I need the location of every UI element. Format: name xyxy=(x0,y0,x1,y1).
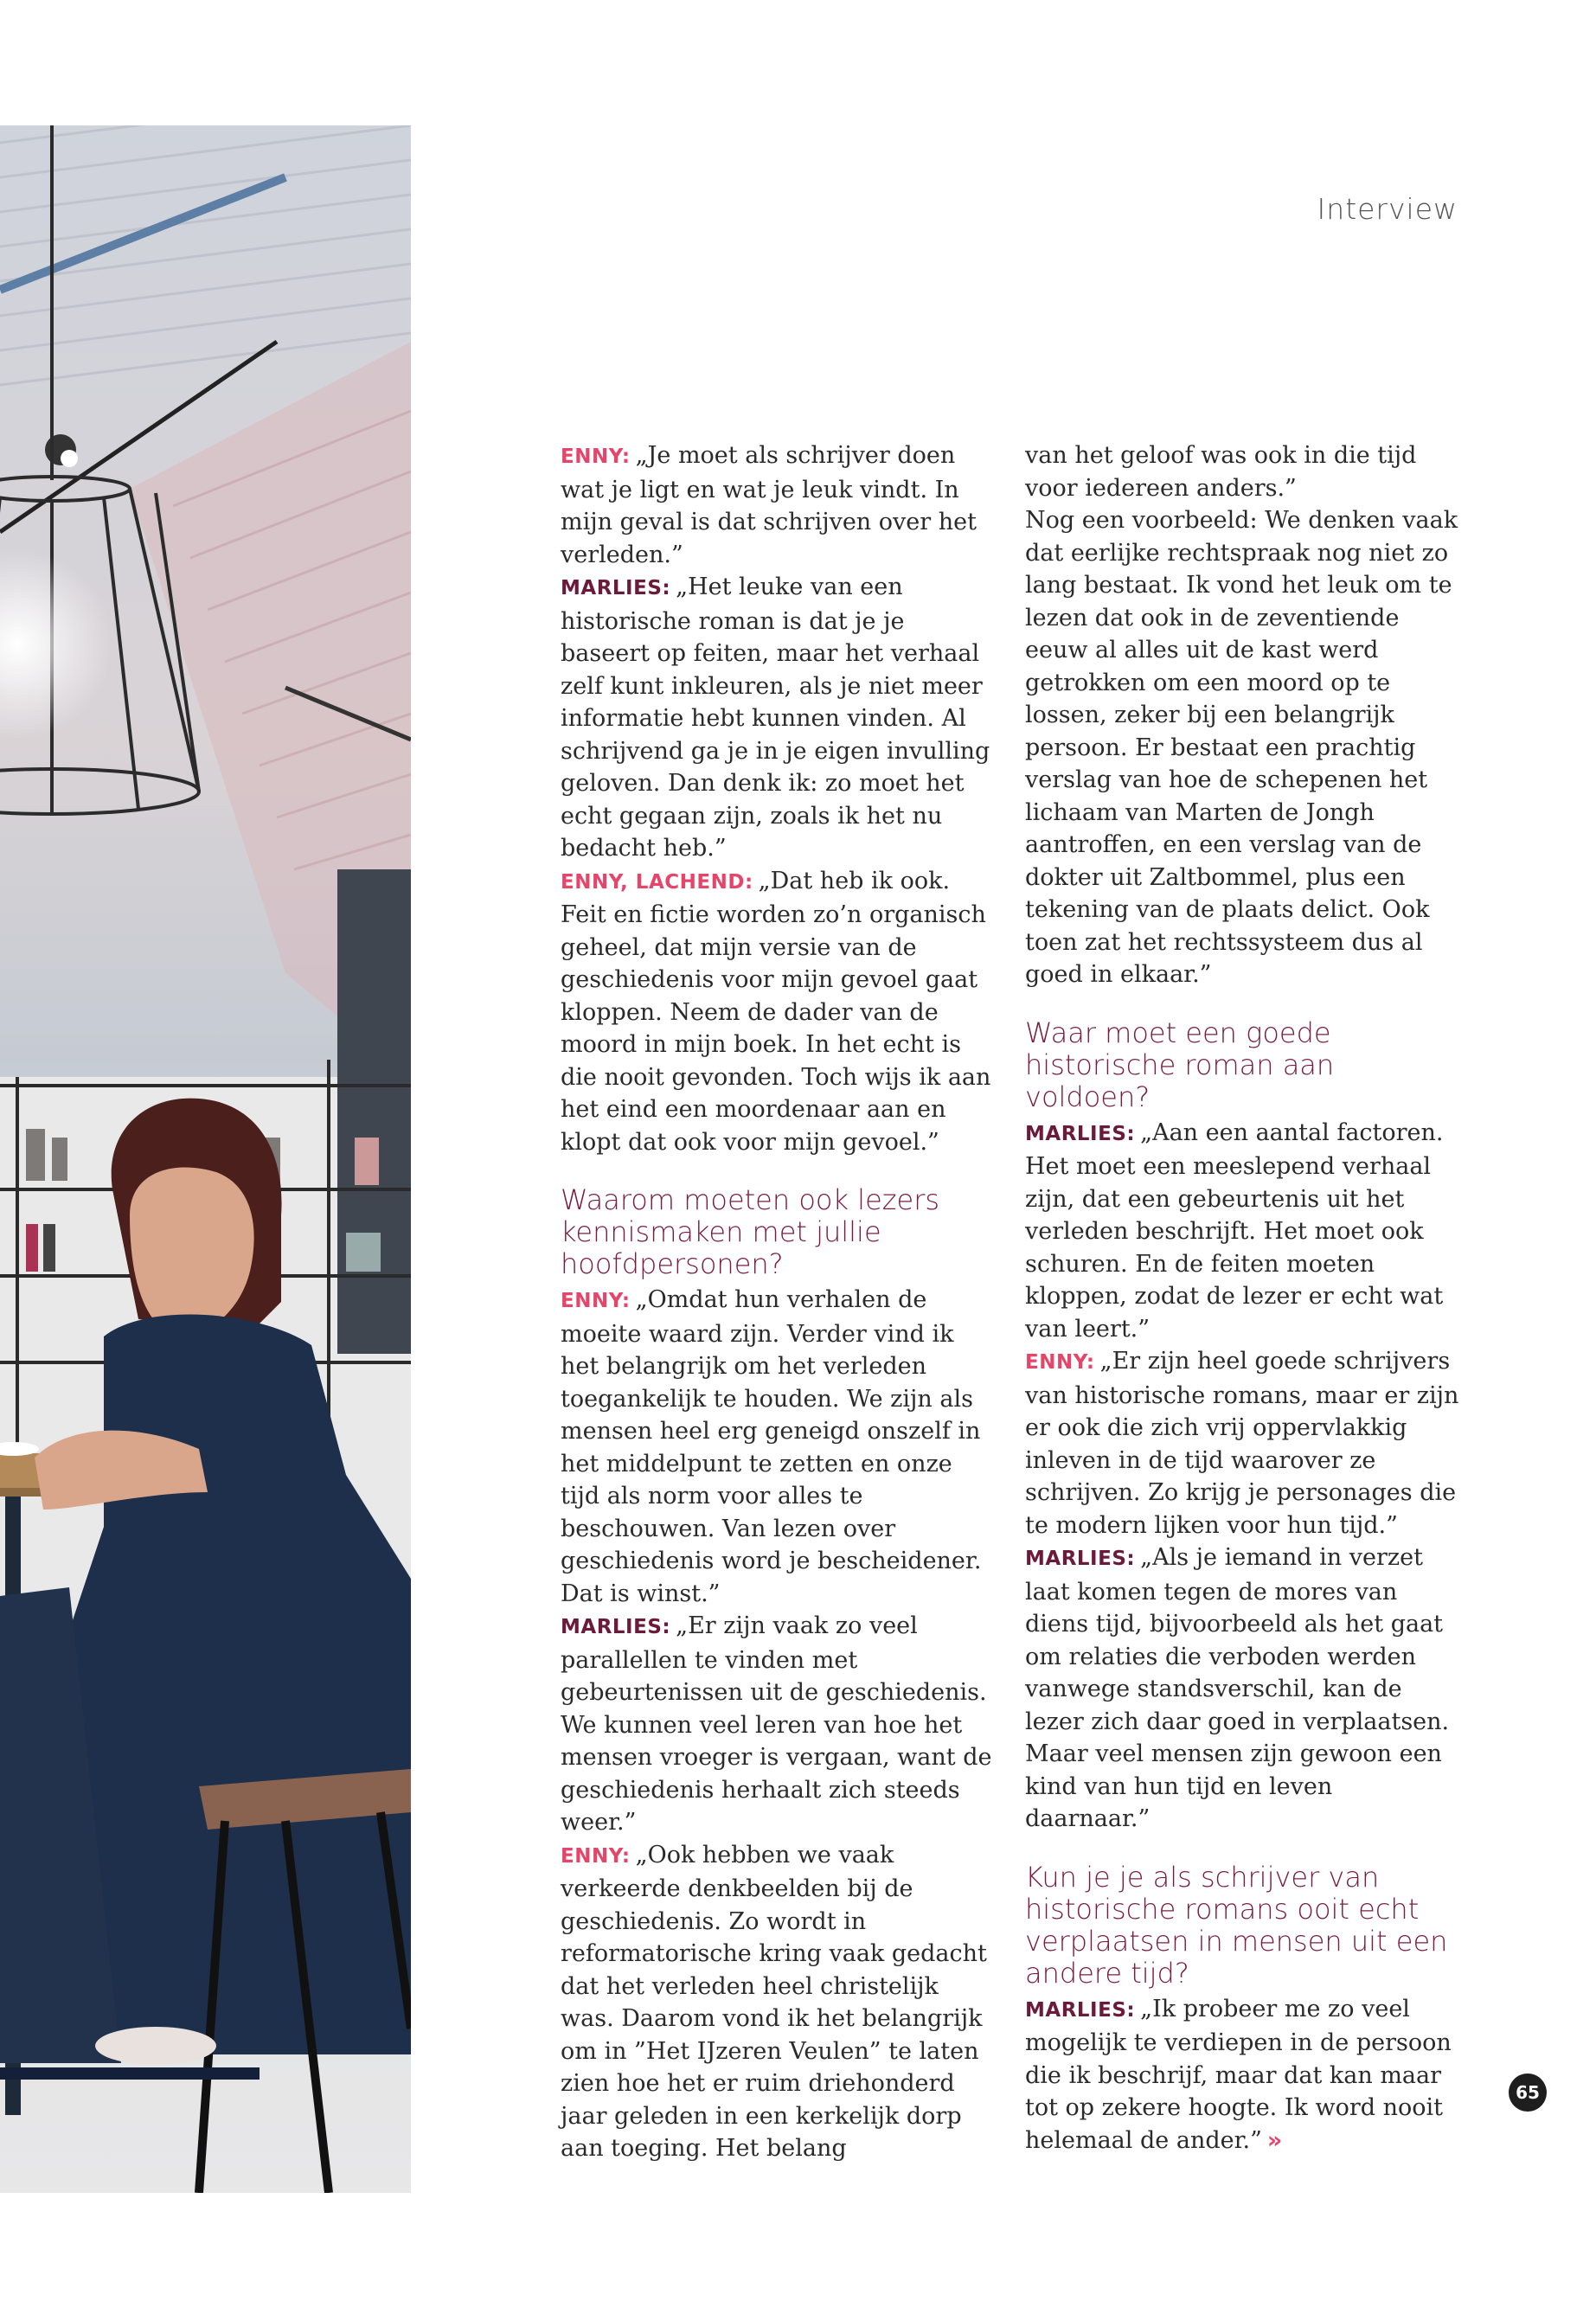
paragraph xyxy=(561,1839,997,2165)
paragraph xyxy=(1025,1345,1462,1541)
speaker-label: MARLIES: xyxy=(1025,1998,1136,2022)
section-label: Interview xyxy=(1317,192,1458,226)
paragraph-text: „Er zijn heel goede schrijvers van historische romans, maar er zijn er ook die zich vrij oppervlakkig inleven in de tijd waarover ze schrijven. Zo krijg je personages die te modern lijken voor hun tijd.” xyxy=(1025,1348,1459,1539)
paragraph-text: „Als je iemand in verzet laat komen tegen de mores van diens tijd, bijvoorbeeld als het gaat om relaties die verboden werden vanwege standsverschil, kan de lezer zich daar goed in verplaatsen. Maar veel mensen zijn gewoon een kind van hun tijd en leven daarnaar.” xyxy=(1025,1544,1450,1832)
article-column-right xyxy=(1025,439,1462,2157)
article-column-left xyxy=(561,439,997,2165)
paragraph-text: van het geloof was ook in die tijd voor iedereen anders.” xyxy=(1025,442,1417,502)
paragraph-text: „Het leuke van een historische roman is dat je je baseert op feiten, maar het verhaal zelf kunt inkleuren, als je niet meer informatie hebt kunnen vinden. Al schrijvend ga je in je eigen invulling geloven. Dan denk ik: zo moet het echt gegaan zijn, zoals ik het nu bedacht heb.” xyxy=(561,574,990,862)
paragraph xyxy=(1025,1117,1462,1346)
paragraph xyxy=(561,571,997,865)
question-heading: Waarom moeten ook lezers kennismaken met jullie hoofdpersonen? xyxy=(561,1183,940,1280)
question-heading: Waar moet een goede historische roman aan voldoen? xyxy=(1025,1016,1335,1113)
paragraph xyxy=(1025,504,1462,991)
paragraph-text: „Er zijn vaak zo veel parallellen te vinden met gebeurtenissen uit de geschiedenis. We kunnen veel leren van hoe het mensen vroeger is vergaan, want de geschiedenis herhaalt zich steeds weer.” xyxy=(561,1612,992,1836)
paragraph-text: „Ik probeer me zo veel mogelijk te verdiepen in de persoon die ik beschrijf, maar dat kan maar tot op zekere hoogte. Ik word nooit helemaal de ander.” xyxy=(1025,1995,1452,2154)
photo-illustration xyxy=(0,125,411,2193)
speaker-label: MARLIES: xyxy=(1025,1122,1136,1145)
paragraph xyxy=(1025,1541,1462,1836)
paragraph xyxy=(1025,1993,1462,2157)
end-of-article-icon: » xyxy=(1266,2126,1283,2154)
paragraph-text: „Je moet als schrijver doen wat je ligt en wat je leuk vindt. In mijn geval is dat schrijven over het verleden.” xyxy=(561,442,977,568)
speaker-label: ENNY: xyxy=(561,1290,631,1312)
paragraph-text: „Aan een aantal factoren. Het moet een meeslepend verhaal zijn, dat een gebeurtenis uit het verleden beschrijft. Het moet ook schuren. En de feiten moeten kloppen, zodat de lezer er echt wat van leert.” xyxy=(1025,1118,1444,1343)
paragraph-text: „Dat heb ik ook. Feit en fictie worden zo’n organisch geheel, dat mijn versie van de geschiedenis voor mijn gevoel gaat kloppen. Neem de dader van de moord in mijn boek. In het echt is die nooit gevonden. Toch wijs ik aan het eind een moordenaar aan en klopt dat ook voor mijn gevoel.” xyxy=(561,867,991,1156)
paragraph xyxy=(1025,439,1462,504)
speaker-label: MARLIES: xyxy=(1025,1548,1136,1570)
speaker-label: MARLIES: xyxy=(561,577,671,599)
question-heading: Kun je je als schrijver van historische romans ooit echt verplaatsen in mensen uit een andere tijd? xyxy=(1025,1860,1448,1990)
paragraph xyxy=(561,1610,997,1839)
page-number: 65 xyxy=(1509,2073,1547,2112)
paragraph xyxy=(561,1284,997,1610)
speaker-label: ENNY, LACHEND: xyxy=(561,870,753,894)
paragraph-text: „Ook hebben we vaak verkeerde denkbeelden bij de geschiedenis. Zo wordt in reformatorische kring vaak gedacht dat het verleden heel christelijk was. Daarom vond ik het belangrijk om in ”Het IJzeren Veulen” te laten zien hoe het er ruim driehonderd jaar geleden in een kerkelijk dorp aan toeging. Het belang xyxy=(561,1841,987,2162)
speaker-label: ENNY: xyxy=(561,445,631,468)
article-photo xyxy=(0,125,411,2193)
paragraph xyxy=(561,439,997,571)
speaker-label: ENNY: xyxy=(561,1844,631,1868)
paragraph xyxy=(561,865,997,1159)
paragraph-text: Nog een voorbeeld: We denken vaak dat eerlijke rechtspraak nog niet zo lang bestaat. Ik vond het leuk om te lezen dat ook in de zeventiende eeuw al alles uit de kast werd getrokken om een moord op te lossen, zeker bij een belangrijk persoon. Er bestaat een prachtig verslag van hoe de schepenen het lichaam van Marten de Jongh aantroffen, en een verslag van de dokter uit Zaltbommel, plus een tekening van de plaats delict. Ook toen zat het rechtssysteem dus al goed in elkaar.” xyxy=(1025,507,1458,988)
speaker-label: ENNY: xyxy=(1025,1351,1095,1374)
paragraph-text: „Omdat hun verhalen de moeite waard zijn. Verder vind ik het belangrijk om het verleden toegankelijk te houden. We zijn als mensen heel erg geneigd onszelf in het middelpunt te zetten en onze tijd als norm voor alles te beschouwen. Van lezen over geschiedenis word je bescheidener. Dat is winst.” xyxy=(561,1286,982,1607)
speaker-label: MARLIES: xyxy=(561,1616,671,1638)
